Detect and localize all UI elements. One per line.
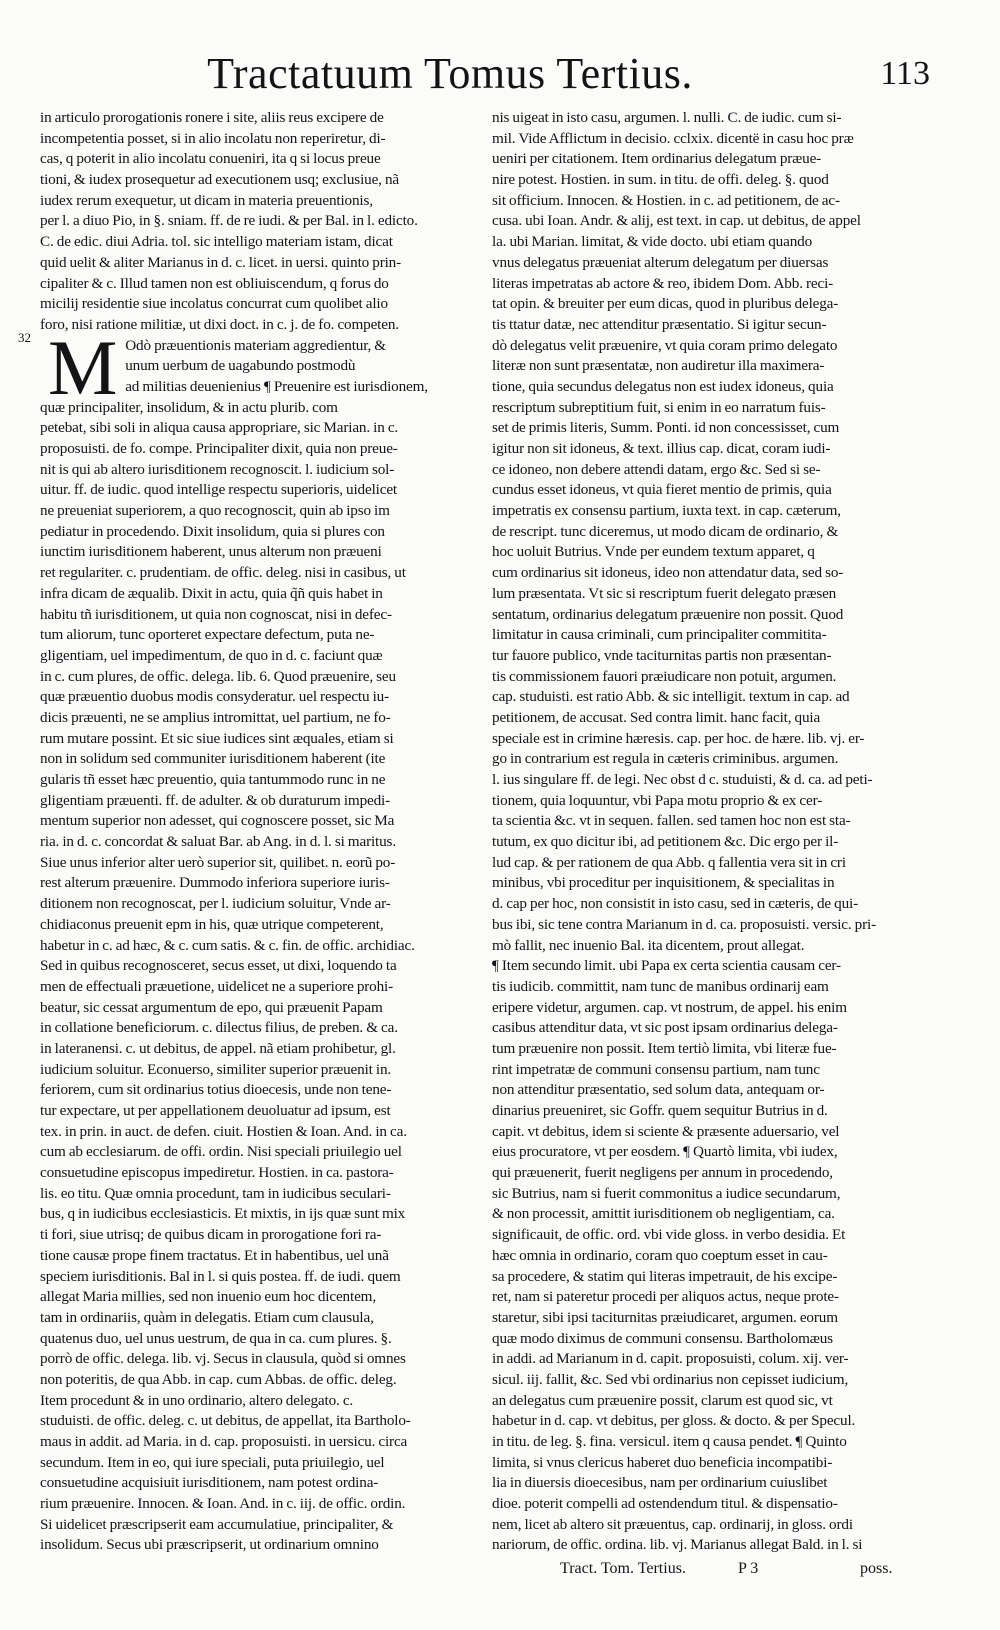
text-line: cap. studuisti. est ratio Abb. & sic intelligit. textum in cap. ad (492, 688, 850, 706)
text-line: ad militias deuenienius ¶ Preuenire est iurisdionem, (125, 377, 428, 395)
text-line: C. de edic. diui Adria. tol. sic intelligo materiam istam, dicat (40, 233, 393, 251)
text-line: tutum, ex quo dicitur ibi, ad petitionem &c. Dic ergo per il- (492, 833, 839, 851)
text-line: tioni, & iudex prosequetur ad executionem usq; exclusiue, nã (40, 171, 399, 189)
text-line: in collatione beneficiorum. c. dilectus filius, de preben. & ca. (40, 1019, 398, 1037)
signature-mark: P 3 (738, 1560, 759, 1577)
text-line: in articulo prorogationis ronere i site, aliis reus excipere de (40, 109, 384, 126)
text-line: staretur, sibi ipsi taciturnitas præiudicaret, argumen. eorum (492, 1308, 838, 1326)
text-line: men de effectuali præuetione, uidelicet ne a superiore prohi- (40, 977, 394, 995)
text-line: rium præuenire. Innocen. & Ioan. And. in c. iij. de offic. ordin. (40, 1495, 406, 1513)
text-line: impetratis ex consensu partium, iuxta text. in cap. cæterum, (492, 502, 841, 520)
text-line: lis. eo titu. Quæ omnia procedunt, tam in iudicibus seculari- (40, 1184, 391, 1202)
text-line: cas, q poterit in alio incolatu conueniri, ita q si locus preue (40, 150, 381, 168)
text-line: beatur, sic cessat argumentum de epo, qui præuenit Papam (40, 998, 383, 1016)
text-line: nit is qui ab altero iurisditionem recognoscit. l. iudicium sol- (40, 460, 395, 478)
text-line: capit. vt debitus, idem si sciente & præsente aduersario, vel (492, 1122, 840, 1140)
text-line: lud cap. & per rationem de qua Abb. q fallentia vera sit in cri (492, 853, 846, 871)
text-line: quæ principaliter, insolidum, & in actu plurib. com (40, 398, 338, 416)
text-line: petitionem, de accusat. Sed contra limit. hanc facit, quia (492, 708, 821, 726)
text-line: tis commissionem fauori præiudicare non potuit, argumen. (492, 667, 837, 685)
text-line: sic Butrius, nam si fuerit commonitus a iudice secundarum, (492, 1184, 841, 1202)
text-line: rint impetratæ de communi consensu partium, nam tunc (492, 1060, 820, 1078)
text-line: non attenditur præsentatio, sed solum data, antequam or- (492, 1081, 825, 1099)
right-column (492, 108, 914, 1553)
text-line: tum præuenire non possit. Item tertiò limita, vbi literæ fue- (492, 1039, 837, 1057)
page-number: 113 (880, 55, 930, 92)
text-line: de rescript. tunc diceremus, ut modo dicam de ordinario, & (492, 522, 839, 540)
text-line: tis iudicib. committit, nam tunc de manibus ordinarij eam (492, 977, 829, 995)
text-line: cum ab ecclesiarum. de offi. ordin. Nisi speciali priuilegio uel (40, 1143, 402, 1161)
text-line: eripere videtur, argumen. cap. vt nostrum, de appel. his enim (492, 998, 847, 1016)
text-line: an delegatus cum præuenire possit, clarum est quod sic, vt (492, 1391, 833, 1409)
text-line: in titu. de leg. §. fina. versicul. item q causa pendet. ¶ Quinto (492, 1433, 847, 1450)
text-line: unum uerbum de uagabundo postmodù (125, 357, 356, 375)
text-line: ueniri per citationem. Item ordinarius delegatum præue- (492, 150, 822, 168)
text-line: Siue unus inferior alter uerò superior sit, quilibet. n. eorũ po- (40, 853, 396, 871)
text-line: eius procuratore, vt per eosdem. ¶ Quartò limita, vbi iudex, (492, 1143, 838, 1161)
text-line: Sed in quibus recognosceret, secus esset, ut dixi, loquendo ta (40, 957, 397, 975)
text-line: tum aliorum, tunc oporteret expectare defectum, puta ne- (40, 626, 375, 644)
text-line: literas impetratas ab actore & reo, ibidem Dom. Abb. reci- (492, 274, 834, 292)
text-line: cum ordinarius sit idoneus, ideo non attendatur data, sed so- (492, 564, 844, 582)
text-line: hæc omnia in ordinario, coram quo coeptum esset in cau- (492, 1246, 828, 1264)
text-line: incompetentia posset, si in alio incolatu non reperiretur, di- (40, 129, 386, 147)
text-line: mò fallit, nec inuenio Bal. ita dicentem, prout allegat. (492, 936, 805, 954)
text-line: feriorem, cum sit ordinarius totius dioecesis, unde non tene- (40, 1081, 392, 1099)
drop-cap-initial: M (48, 323, 118, 411)
text-line: dò delegatus velit præuenire, vt quia coram primo delegato (492, 336, 838, 354)
text-line: tionem, quia loquuntur, vbi Papa motu proprio & ex cer- (492, 791, 823, 809)
text-line: micilij residentie siue incolatus concurrat cum quolibet alio (40, 295, 388, 313)
text-line: studuisti. de offic. deleg. c. ut debitus, de appellat, ita Bartholo- (40, 1412, 411, 1430)
text-line: go in contrarium est regula in cæteris criminibus. argumen. (492, 750, 839, 768)
text-line: lum præsentata. Vt sic si rescriptum fuerit delegato præsen (492, 584, 837, 602)
text-line: dicis præuenti, ne se amplius intromittat, uel partium, ne fo- (40, 708, 391, 726)
text-line: Item procedunt & in uno ordinario, altero delegato. c. (40, 1391, 354, 1409)
text-line: bus, q in iudicibus ecclesiasticis. Et mixtis, in ijs quæ sunt mix (40, 1205, 406, 1223)
text-line: tex. in prin. in auct. de defen. ciuit. Hostien & Ioan. And. in ca. (40, 1122, 407, 1140)
text-line: Odò præuentionis materiam aggredientur, & (125, 336, 386, 354)
text-line: vnus delegatus præueniat alterum delegatum per diuersas (492, 253, 829, 271)
right-column-body-text (492, 108, 914, 1553)
text-line: nem, licet ab altero sit præuentus, cap. ordinarij, in gloss. ordi (492, 1515, 853, 1533)
text-line: infra dicam de æqualib. Dixit in actu, quia q̃ñ quis habet in (40, 584, 383, 602)
text-line: la. ubi Marian. limitat, & vide docto. ubi etiam quando (492, 233, 813, 251)
text-line: qui præuenerit, fuerit negligens per annum in procedendo, (492, 1164, 833, 1182)
text-line: igitur non sit idoneus, & text. illius cap. dicat, coram iudi- (492, 440, 831, 457)
text-line: non poteritis, de qua Abb. in cap. cum Abbas. de offic. deleg. (40, 1370, 397, 1388)
text-line: quatenus duo, uel unus uestrum, de qua in ca. cum plures. §. (40, 1329, 392, 1347)
text-line: proposuisti. de fo. compe. Principaliter dixit, quia non preue- (40, 440, 398, 457)
text-line: allegat Maria millies, sed non inuenio eum hoc dicentem, (40, 1288, 376, 1306)
text-line: mil. Vide Afflictum in decisio. cclxix. dicentë in casu hoc præ (492, 129, 854, 147)
text-line: tione causæ prope finem tractatus. Et in habentibus, uel unã (40, 1246, 389, 1264)
text-line: petebat, sibi soli in aliqua causa appropriare, sic Marian. in c. (40, 419, 399, 437)
text-line: ¶ Item secundo limit. ubi Papa ex certa scientia causam cer- (492, 957, 841, 975)
text-line: gularis tñ esset hæc preuentio, quia tantummodo runc in ne (40, 771, 386, 788)
text-line: habitu tñ iurisditionem, ut quia non cognoscat, nisi in defec- (40, 605, 392, 623)
left-column (40, 108, 468, 1553)
text-line: rum mutare possint. Et sic siue iudices sint æquales, etiam si (40, 729, 394, 747)
text-line: mentum superior non adesset, qui cognoscere posset, sic Ma (40, 812, 395, 830)
text-line: iudex rerum exequetur, ut dicam in materia preuentionis, (40, 191, 373, 209)
text-line: consuetudine acquisiuit iurisditionem, nam potest ordina- (40, 1474, 379, 1492)
catchword: poss. (860, 1560, 893, 1577)
text-line: uitur. ff. de iudic. quod intellige respectu superioris, uidelicet (40, 481, 397, 499)
text-line: quid uelit & aliter Marianus in d. c. licet. in uersi. quinto prin- (40, 253, 402, 271)
text-line: non in solidum sed communiter iurisditionem haberent (ite (40, 750, 386, 768)
text-line: ta scientia &c. vt in sequen. fallen. sed tamen hoc non est sta- (492, 812, 851, 830)
text-line: speciale est in crimine hæresis. cap. per hoc. de hære. lib. vj. er- (492, 729, 865, 747)
text-line: in addi. ad Marianum in d. capit. proposuisti, colum. xij. ver- (492, 1350, 849, 1368)
text-line: tione, quia secundus delegatus non est iudex idoneus, quia (492, 377, 834, 395)
text-line: ti fori, siue utrisq; de quibus dicam in prorogatione fori ra- (40, 1226, 382, 1244)
text-line: habetur in c. ad hæc, & c. cum satis. & c. fin. de offic. archidiac. (40, 936, 415, 954)
text-line: l. ius singulare ff. de legi. Nec obst d c. studuisti, & d. ca. ad peti- (492, 771, 873, 788)
text-line: cusa. ubi Ioan. Andr. & alij, est text. in cap. ut debitus, de appel (492, 212, 861, 230)
marginal-note: 32 (18, 330, 31, 345)
text-line: literæ non sunt præsentatæ, non audiretur illa maximera- (492, 357, 825, 375)
text-line: ditionem non recognoscat, per l. iudicium soluitur, Vnde ar- (40, 895, 391, 913)
text-line: gligentiam præuenti. ff. de adulter. & ob duraturum impedi- (40, 791, 391, 809)
text-line: tur fauore publico, vnde taciturnitas partis non præsentan- (492, 646, 832, 664)
text-line: sit officium. Innocen. & Hostien. in c. ad petitionem, de ac- (492, 191, 840, 209)
text-line: ria. in d. c. concordat & saluat Bar. ab Ang. in d. l. si maritus. (40, 833, 396, 851)
text-line: sentatum, ordinarius delegatum præuenire non possit. Quod (492, 605, 844, 623)
text-line: quæ præuentio duobus modis consyderatur. uel respectu iu- (40, 688, 390, 706)
text-line: in c. cum plures, de offic. delega. lib. 6. Quod præuenire, seu (40, 667, 396, 685)
text-line: ret regulariter. c. prudentiam. de offic. deleg. nisi in casibus, ut (40, 564, 406, 582)
text-line: casibus attenditur data, vt sic post ipsam ordinarius delega- (492, 1019, 838, 1037)
text-line: set de primis literis, Summ. Ponti. id non concessisset, cum (492, 419, 840, 437)
text-line: iunctim iurisditionem haberent, unus alterum non præueni (40, 543, 382, 561)
text-line: significauit, de offic. ord. vbi vide gloss. in verbo desidia. Et (492, 1226, 846, 1244)
text-line: tur expectare, ut per appellationem deuoluatur ad ipsum, est (40, 1102, 391, 1119)
text-line: d. cap per hoc, non consistit in isto casu, sed in cæteris, de qui- (492, 895, 859, 913)
running-title: Tractatuum Tomus Tertius. (207, 49, 693, 98)
text-line: foro, nisi ratione militiæ, ut dixi doct. in c. j. de fo. competen. (40, 315, 399, 333)
text-line: ne preueniat superiorem, a quo recognoscit, quin ab ipso im (40, 502, 390, 520)
text-line: hoc uoluit Butrius. Vnde per eundem textum apparet, q (492, 543, 815, 561)
left-column-opening-text (40, 108, 468, 336)
left-column-body-text (40, 398, 468, 1553)
text-line: sicul. iij. fallit, &c. Sed vbi ordinarius non cepisset iudicium, (492, 1370, 849, 1388)
text-line: rescriptum subreptitium fuit, si enim in eo narratum fuis- (492, 398, 826, 416)
text-line: per l. a diuo Pio, in §. sniam. ff. de re iudi. & per Bal. in l. edicto. (40, 212, 418, 230)
text-line: & non processit, amittit iurisditionem ob negligentiam, ca. (492, 1205, 835, 1223)
text-line: limita, si vnus clericus haberet duo beneficia incompatibi- (492, 1453, 833, 1471)
text-line: limitatur in causa criminali, cum principaliter commitita- (492, 626, 827, 644)
text-line: insolidum. Secus ubi præscripserit, ut ordinarium omnino (40, 1536, 379, 1553)
text-line: cundus esset idoneus, vt quia fieret mentio de primis, quia (492, 481, 832, 499)
text-line: tis ttatur datæ, nec attenditur præsentatio. Si igitur secun- (492, 315, 827, 333)
text-line: Si uidelicet præscripserit eam accumulatiue, principaliter, & (40, 1515, 394, 1533)
text-line: dioe. poterit compelli ad ostendendum titul. & dispensatio- (492, 1495, 838, 1513)
text-line: ce idoneo, non debere attendi datam, ergo &c. Sed si se- (492, 460, 821, 478)
text-line: secundum. Item in eo, qui iure speciali, puta priuilegio, uel (40, 1453, 385, 1471)
text-line: speciem iurisditionis. Bal in l. si quis postea. ff. de iudi. quem (40, 1267, 401, 1285)
text-line: pediatur in procedendo. Dixit insolidum, quia si plures con (40, 522, 385, 540)
text-line: dinarius preueniret, sic Goffr. quem sequitur Butrius in d. (492, 1102, 828, 1119)
text-line: tat opin. & breuiter per eum dicas, quod in pluribus delega- (492, 295, 839, 313)
text-line: iudicium soluitur. Econuerso, similiter superior præuenit in. (40, 1060, 392, 1078)
text-line: minibus, vbi proceditur per inquisitionem, & specialitas in (492, 874, 835, 892)
text-line: quæ modo diximus de communi consensu. Bartholomæus (492, 1329, 833, 1347)
text-line: in lateranensi. c. ut debitus, de appel. nã etiam prohibetur, gl. (40, 1039, 396, 1057)
text-line: porrò de offic. delega. lib. vj. Secus in clausula, quòd si omnes (40, 1350, 406, 1368)
text-line: nariorum, de offic. ordina. lib. vj. Marianus allegat Bald. in l. si (492, 1536, 863, 1553)
text-line: gligentiam, uel impedimentum, de quo in d. c. faciunt quæ (40, 646, 383, 664)
text-line: nis uigeat in isto casu, argumen. l. nulli. C. de iudic. cum si- (492, 109, 842, 126)
text-line: lia in diuersis dioecesibus, nam per ordinarium cuiuslibet (492, 1474, 828, 1492)
text-line: ret, nam si pateretur procedi per aliquos actus, neque prote- (492, 1288, 839, 1306)
text-line: cipaliter & c. Illud tamen non est obliuiscendum, q forus do (40, 274, 389, 292)
text-line: habetur in d. cap. vt debitus, per gloss. & docto. & per Specul. (492, 1412, 856, 1430)
text-line: sa procedere, & statim qui literas impetrauit, de his excipe- (492, 1267, 838, 1285)
text-line: chidiaconus preuenit epm in his, quæ utrique competerent, (40, 915, 384, 933)
text-line: rest alterum præuenire. Dummodo inferiora superiore iuris- (40, 874, 390, 892)
text-line: consuetudine episcopus impediretur. Hostien. in ca. pastora- (40, 1164, 394, 1182)
footer-title: Tract. Tom. Tertius. (560, 1560, 686, 1577)
text-line: tam in ordinariis, quàm in delegatis. Etiam cum clausula, (40, 1308, 374, 1326)
text-line: nire potest. Hostien. in sum. in titu. de offi. deleg. §. quod (492, 171, 829, 189)
text-line: bus ibi, sic tene contra Marianum in d. ca. proposuisti. versic. pri- (492, 915, 876, 933)
text-line: maus in addit. ad Maria. in d. cap. proposuisti. in uersicu. circa (40, 1433, 408, 1450)
